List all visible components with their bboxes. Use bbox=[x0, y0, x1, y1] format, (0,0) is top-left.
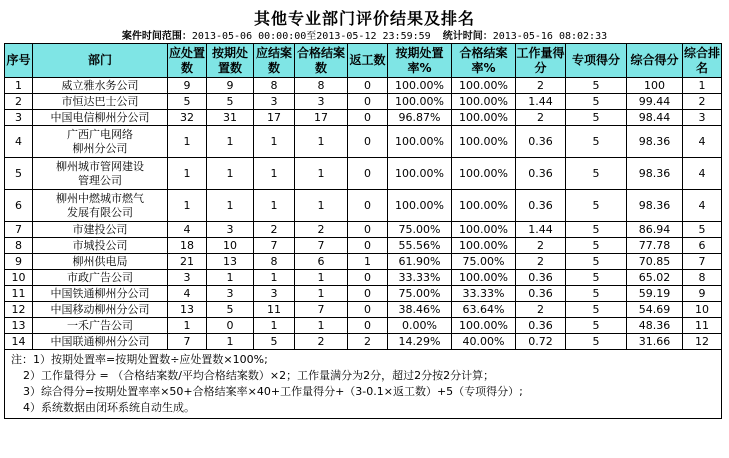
table-cell: 1 bbox=[207, 270, 254, 286]
evaluation-table bbox=[4, 43, 722, 419]
table-cell: 0.36 bbox=[516, 126, 566, 158]
table-cell: 8 bbox=[683, 270, 722, 286]
table-cell: 0.36 bbox=[516, 286, 566, 302]
department-cell: 市建投公司 bbox=[33, 222, 168, 238]
column-header: 专项得分 bbox=[566, 44, 627, 78]
table-cell: 1 bbox=[5, 78, 33, 94]
department-cell: 中国移动柳州分公司 bbox=[33, 302, 168, 318]
column-header: 按期处置数 bbox=[207, 44, 254, 78]
table-cell: 9 bbox=[683, 286, 722, 302]
table-cell: 11 bbox=[683, 318, 722, 334]
table-cell: 9 bbox=[168, 78, 207, 94]
table-cell: 8 bbox=[295, 78, 348, 94]
table-cell: 5 bbox=[207, 302, 254, 318]
table-cell: 7 bbox=[683, 254, 722, 270]
report-time-range bbox=[0, 27, 729, 42]
table-row bbox=[5, 78, 722, 94]
table-cell: 11 bbox=[254, 302, 295, 318]
table-cell: 5 bbox=[566, 110, 627, 126]
table-cell: 1 bbox=[254, 270, 295, 286]
table-cell: 0 bbox=[348, 318, 388, 334]
table-cell: 1 bbox=[207, 158, 254, 190]
column-header: 部门 bbox=[33, 44, 168, 78]
table-cell: 5 bbox=[566, 334, 627, 350]
department-cell bbox=[33, 190, 168, 222]
table-cell: 77.78 bbox=[627, 238, 683, 254]
table-cell: 1 bbox=[295, 286, 348, 302]
table-cell: 1 bbox=[254, 190, 295, 222]
table-cell: 1 bbox=[207, 190, 254, 222]
table-cell: 6 bbox=[683, 238, 722, 254]
table-cell: 98.36 bbox=[627, 158, 683, 190]
table-cell: 18 bbox=[168, 238, 207, 254]
table-cell: 75.00% bbox=[388, 222, 452, 238]
table-cell: 5 bbox=[566, 126, 627, 158]
table-cell: 2 bbox=[683, 94, 722, 110]
department-cell: 中国联通柳州分公司 bbox=[33, 334, 168, 350]
table-cell: 5 bbox=[254, 334, 295, 350]
stat-time-value: 2013-05-16 08:02:33 bbox=[492, 31, 608, 42]
table-cell: 21 bbox=[168, 254, 207, 270]
table-cell: 100.00% bbox=[388, 126, 452, 158]
table-cell: 1 bbox=[254, 158, 295, 190]
column-header: 综合得分 bbox=[627, 44, 683, 78]
table-cell: 17 bbox=[295, 110, 348, 126]
table-cell: 1 bbox=[207, 126, 254, 158]
note-line: 4）系统数据由闭环系统自动生成。 bbox=[23, 401, 195, 414]
table-cell: 5 bbox=[207, 94, 254, 110]
table-cell: 1 bbox=[683, 78, 722, 94]
table-cell: 100.00% bbox=[388, 190, 452, 222]
table-cell: 0 bbox=[348, 110, 388, 126]
table-cell: 3 bbox=[295, 94, 348, 110]
department-cell bbox=[33, 126, 168, 158]
table-cell: 5 bbox=[566, 286, 627, 302]
table-cell: 59.19 bbox=[627, 286, 683, 302]
table-cell: 2 bbox=[516, 254, 566, 270]
table-cell: 10 bbox=[5, 270, 33, 286]
page-title: 其他专业部门评价结果及排名 bbox=[253, 9, 475, 28]
table-cell: 100.00% bbox=[452, 238, 516, 254]
table-row bbox=[5, 110, 722, 126]
table-cell: 98.44 bbox=[627, 110, 683, 126]
table-cell: 75.00% bbox=[388, 286, 452, 302]
department-cell: 市恒达巴士公司 bbox=[33, 94, 168, 110]
table-row bbox=[5, 334, 722, 350]
table-row bbox=[5, 222, 722, 238]
table-cell: 13 bbox=[5, 318, 33, 334]
table-cell: 100.00% bbox=[388, 94, 452, 110]
table-cell: 86.94 bbox=[627, 222, 683, 238]
table-cell: 100.00% bbox=[452, 222, 516, 238]
table-cell: 100 bbox=[627, 78, 683, 94]
table-cell: 11 bbox=[5, 286, 33, 302]
table-cell: 1 bbox=[207, 334, 254, 350]
table-cell: 3 bbox=[207, 222, 254, 238]
table-cell: 0 bbox=[348, 158, 388, 190]
table-cell: 100.00% bbox=[452, 270, 516, 286]
table-row bbox=[5, 238, 722, 254]
column-header: 序号 bbox=[5, 44, 33, 78]
table-cell: 5 bbox=[566, 238, 627, 254]
table-cell: 6 bbox=[5, 190, 33, 222]
table-cell: 2 bbox=[516, 302, 566, 318]
department-name-line: 发展有限公司 bbox=[67, 205, 133, 219]
range-value: 2013-05-06 00:00:00至2013-05-12 23:59:59 bbox=[191, 31, 431, 42]
table-cell: 0 bbox=[348, 286, 388, 302]
table-cell: 33.33% bbox=[452, 286, 516, 302]
stat-time-label: 统计时间： bbox=[442, 31, 493, 42]
table-cell: 4 bbox=[168, 286, 207, 302]
table-cell: 0 bbox=[207, 318, 254, 334]
table-row bbox=[5, 318, 722, 334]
table-cell: 8 bbox=[254, 78, 295, 94]
department-name-line: 柳州分公司 bbox=[72, 141, 128, 155]
column-header: 综合排名 bbox=[683, 44, 722, 78]
table-cell: 9 bbox=[5, 254, 33, 270]
table-cell: 5 bbox=[168, 94, 207, 110]
note-line: 注：1）按期处置率=按期处置数÷应处置数×100%; bbox=[11, 353, 268, 366]
table-cell: 100.00% bbox=[452, 78, 516, 94]
table-cell: 100.00% bbox=[452, 158, 516, 190]
department-name-line: 柳州城市管网建设 bbox=[56, 159, 144, 173]
table-row bbox=[5, 190, 722, 222]
table-cell: 3 bbox=[207, 286, 254, 302]
table-row bbox=[5, 158, 722, 190]
table-cell: 40.00% bbox=[452, 334, 516, 350]
table-cell: 0 bbox=[348, 190, 388, 222]
table-cell: 1 bbox=[168, 126, 207, 158]
table-header-row bbox=[5, 44, 722, 78]
column-header: 返工数 bbox=[348, 44, 388, 78]
table-cell: 100.00% bbox=[388, 158, 452, 190]
table-cell: 7 bbox=[254, 238, 295, 254]
table-cell: 13 bbox=[168, 302, 207, 318]
table-cell: 4 bbox=[683, 126, 722, 158]
table-cell: 14 bbox=[5, 334, 33, 350]
table-cell: 1 bbox=[295, 318, 348, 334]
table-cell: 5 bbox=[566, 270, 627, 286]
table-row bbox=[5, 94, 722, 110]
column-header: 合格结案数 bbox=[295, 44, 348, 78]
department-name-line: 管理公司 bbox=[78, 173, 122, 187]
column-header: 合格结案率% bbox=[452, 44, 516, 78]
department-cell: 中国电信柳州分公司 bbox=[33, 110, 168, 126]
table-cell: 5 bbox=[566, 222, 627, 238]
table-cell: 100.00% bbox=[388, 78, 452, 94]
table-cell: 5 bbox=[566, 78, 627, 94]
table-cell: 12 bbox=[5, 302, 33, 318]
table-cell: 10 bbox=[207, 238, 254, 254]
table-cell: 0.72 bbox=[516, 334, 566, 350]
table-cell: 4 bbox=[683, 158, 722, 190]
table-cell: 1.44 bbox=[516, 94, 566, 110]
table-cell: 5 bbox=[566, 302, 627, 318]
table-cell: 3 bbox=[254, 286, 295, 302]
table-cell: 2 bbox=[516, 78, 566, 94]
table-cell: 38.46% bbox=[388, 302, 452, 318]
table-cell: 2 bbox=[295, 222, 348, 238]
table-cell: 3 bbox=[254, 94, 295, 110]
table-cell: 7 bbox=[168, 334, 207, 350]
table-cell: 0.00% bbox=[388, 318, 452, 334]
table-cell: 100.00% bbox=[452, 110, 516, 126]
table-cell: 7 bbox=[295, 238, 348, 254]
table-cell: 14.29% bbox=[388, 334, 452, 350]
department-name-line: 广西广电网络 bbox=[67, 127, 133, 141]
table-cell: 63.64% bbox=[452, 302, 516, 318]
notes-row bbox=[5, 350, 722, 419]
department-cell: 市城投公司 bbox=[33, 238, 168, 254]
table-cell: 5 bbox=[566, 190, 627, 222]
table-cell: 12 bbox=[683, 334, 722, 350]
table-row bbox=[5, 302, 722, 318]
table-cell: 5 bbox=[5, 158, 33, 190]
table-cell: 8 bbox=[5, 238, 33, 254]
department-cell bbox=[33, 158, 168, 190]
table-cell: 31 bbox=[207, 110, 254, 126]
table-cell: 5 bbox=[683, 222, 722, 238]
table-cell: 98.36 bbox=[627, 126, 683, 158]
table-cell: 0 bbox=[348, 302, 388, 318]
table-cell: 13 bbox=[207, 254, 254, 270]
table-cell: 1.44 bbox=[516, 222, 566, 238]
table-cell: 0.36 bbox=[516, 270, 566, 286]
table-cell: 100.00% bbox=[452, 190, 516, 222]
table-cell: 0.36 bbox=[516, 318, 566, 334]
range-label: 案件时间范围： bbox=[121, 31, 192, 42]
table-cell: 7 bbox=[295, 302, 348, 318]
table-cell: 2 bbox=[5, 94, 33, 110]
table-cell: 96.87% bbox=[388, 110, 452, 126]
table-cell: 99.44 bbox=[627, 94, 683, 110]
table-cell: 1 bbox=[254, 126, 295, 158]
table-cell: 2 bbox=[516, 110, 566, 126]
note-line: 3）综合得分=按期处置率率×50+合格结案率×40+工作量得分+（3-0.1×返工数）+5（专项得分）; bbox=[23, 385, 523, 398]
department-cell: 一禾广告公司 bbox=[33, 318, 168, 334]
table-cell: 5 bbox=[566, 94, 627, 110]
table-cell: 0.36 bbox=[516, 158, 566, 190]
table-cell: 0 bbox=[348, 270, 388, 286]
table-cell: 31.66 bbox=[627, 334, 683, 350]
notes-cell bbox=[5, 350, 722, 419]
table-cell: 1 bbox=[168, 318, 207, 334]
table-cell: 4 bbox=[168, 222, 207, 238]
table-cell: 61.90% bbox=[388, 254, 452, 270]
department-cell: 市政广告公司 bbox=[33, 270, 168, 286]
department-name-line: 柳州中燃城市燃气 bbox=[56, 191, 144, 205]
table-row bbox=[5, 126, 722, 158]
table-cell: 0 bbox=[348, 78, 388, 94]
table-cell: 4 bbox=[5, 126, 33, 158]
table-cell: 2 bbox=[516, 238, 566, 254]
table-cell: 5 bbox=[566, 254, 627, 270]
table-cell: 0 bbox=[348, 222, 388, 238]
department-cell: 威立雅水务公司 bbox=[33, 78, 168, 94]
table-cell: 100.00% bbox=[452, 318, 516, 334]
table-cell: 3 bbox=[168, 270, 207, 286]
table-row bbox=[5, 270, 722, 286]
column-header: 按期处置率% bbox=[388, 44, 452, 78]
table-cell: 1 bbox=[168, 158, 207, 190]
table-cell: 10 bbox=[683, 302, 722, 318]
table-cell: 48.36 bbox=[627, 318, 683, 334]
table-cell: 54.69 bbox=[627, 302, 683, 318]
table-cell: 6 bbox=[295, 254, 348, 270]
department-cell: 柳州供电局 bbox=[33, 254, 168, 270]
table-row bbox=[5, 254, 722, 270]
column-header: 工作量得分 bbox=[516, 44, 566, 78]
table-cell: 55.56% bbox=[388, 238, 452, 254]
table-cell: 100.00% bbox=[452, 126, 516, 158]
table-cell: 5 bbox=[566, 158, 627, 190]
table-cell: 9 bbox=[207, 78, 254, 94]
column-header: 应处置数 bbox=[168, 44, 207, 78]
table-cell: 5 bbox=[566, 318, 627, 334]
table-cell: 33.33% bbox=[388, 270, 452, 286]
table-cell: 2 bbox=[295, 334, 348, 350]
table-cell: 0 bbox=[348, 126, 388, 158]
table-cell: 1 bbox=[295, 190, 348, 222]
table-cell: 17 bbox=[254, 110, 295, 126]
table-cell: 0.36 bbox=[516, 190, 566, 222]
table-cell: 1 bbox=[254, 318, 295, 334]
table-cell: 1 bbox=[348, 254, 388, 270]
table-cell: 2 bbox=[348, 334, 388, 350]
table-cell: 0 bbox=[348, 94, 388, 110]
table-cell: 3 bbox=[683, 110, 722, 126]
department-cell: 中国铁通柳州分公司 bbox=[33, 286, 168, 302]
table-cell: 100.00% bbox=[452, 94, 516, 110]
table-cell: 1 bbox=[295, 158, 348, 190]
table-cell: 8 bbox=[254, 254, 295, 270]
table-cell: 32 bbox=[168, 110, 207, 126]
table-cell: 1 bbox=[295, 270, 348, 286]
note-line: 2）工作量得分 = （合格结案数/平均合格结案数）×2；工作量满分为2分，超过2分按2分计算； bbox=[23, 369, 495, 382]
table-cell: 65.02 bbox=[627, 270, 683, 286]
table-cell: 98.36 bbox=[627, 190, 683, 222]
table-cell: 1 bbox=[295, 126, 348, 158]
table-cell: 70.85 bbox=[627, 254, 683, 270]
table-row bbox=[5, 286, 722, 302]
table-cell: 3 bbox=[5, 110, 33, 126]
table-cell: 75.00% bbox=[452, 254, 516, 270]
table-cell: 7 bbox=[5, 222, 33, 238]
table-cell: 0 bbox=[348, 238, 388, 254]
table-cell: 1 bbox=[168, 190, 207, 222]
column-header: 应结案数 bbox=[254, 44, 295, 78]
table-cell: 2 bbox=[254, 222, 295, 238]
table-cell: 4 bbox=[683, 190, 722, 222]
